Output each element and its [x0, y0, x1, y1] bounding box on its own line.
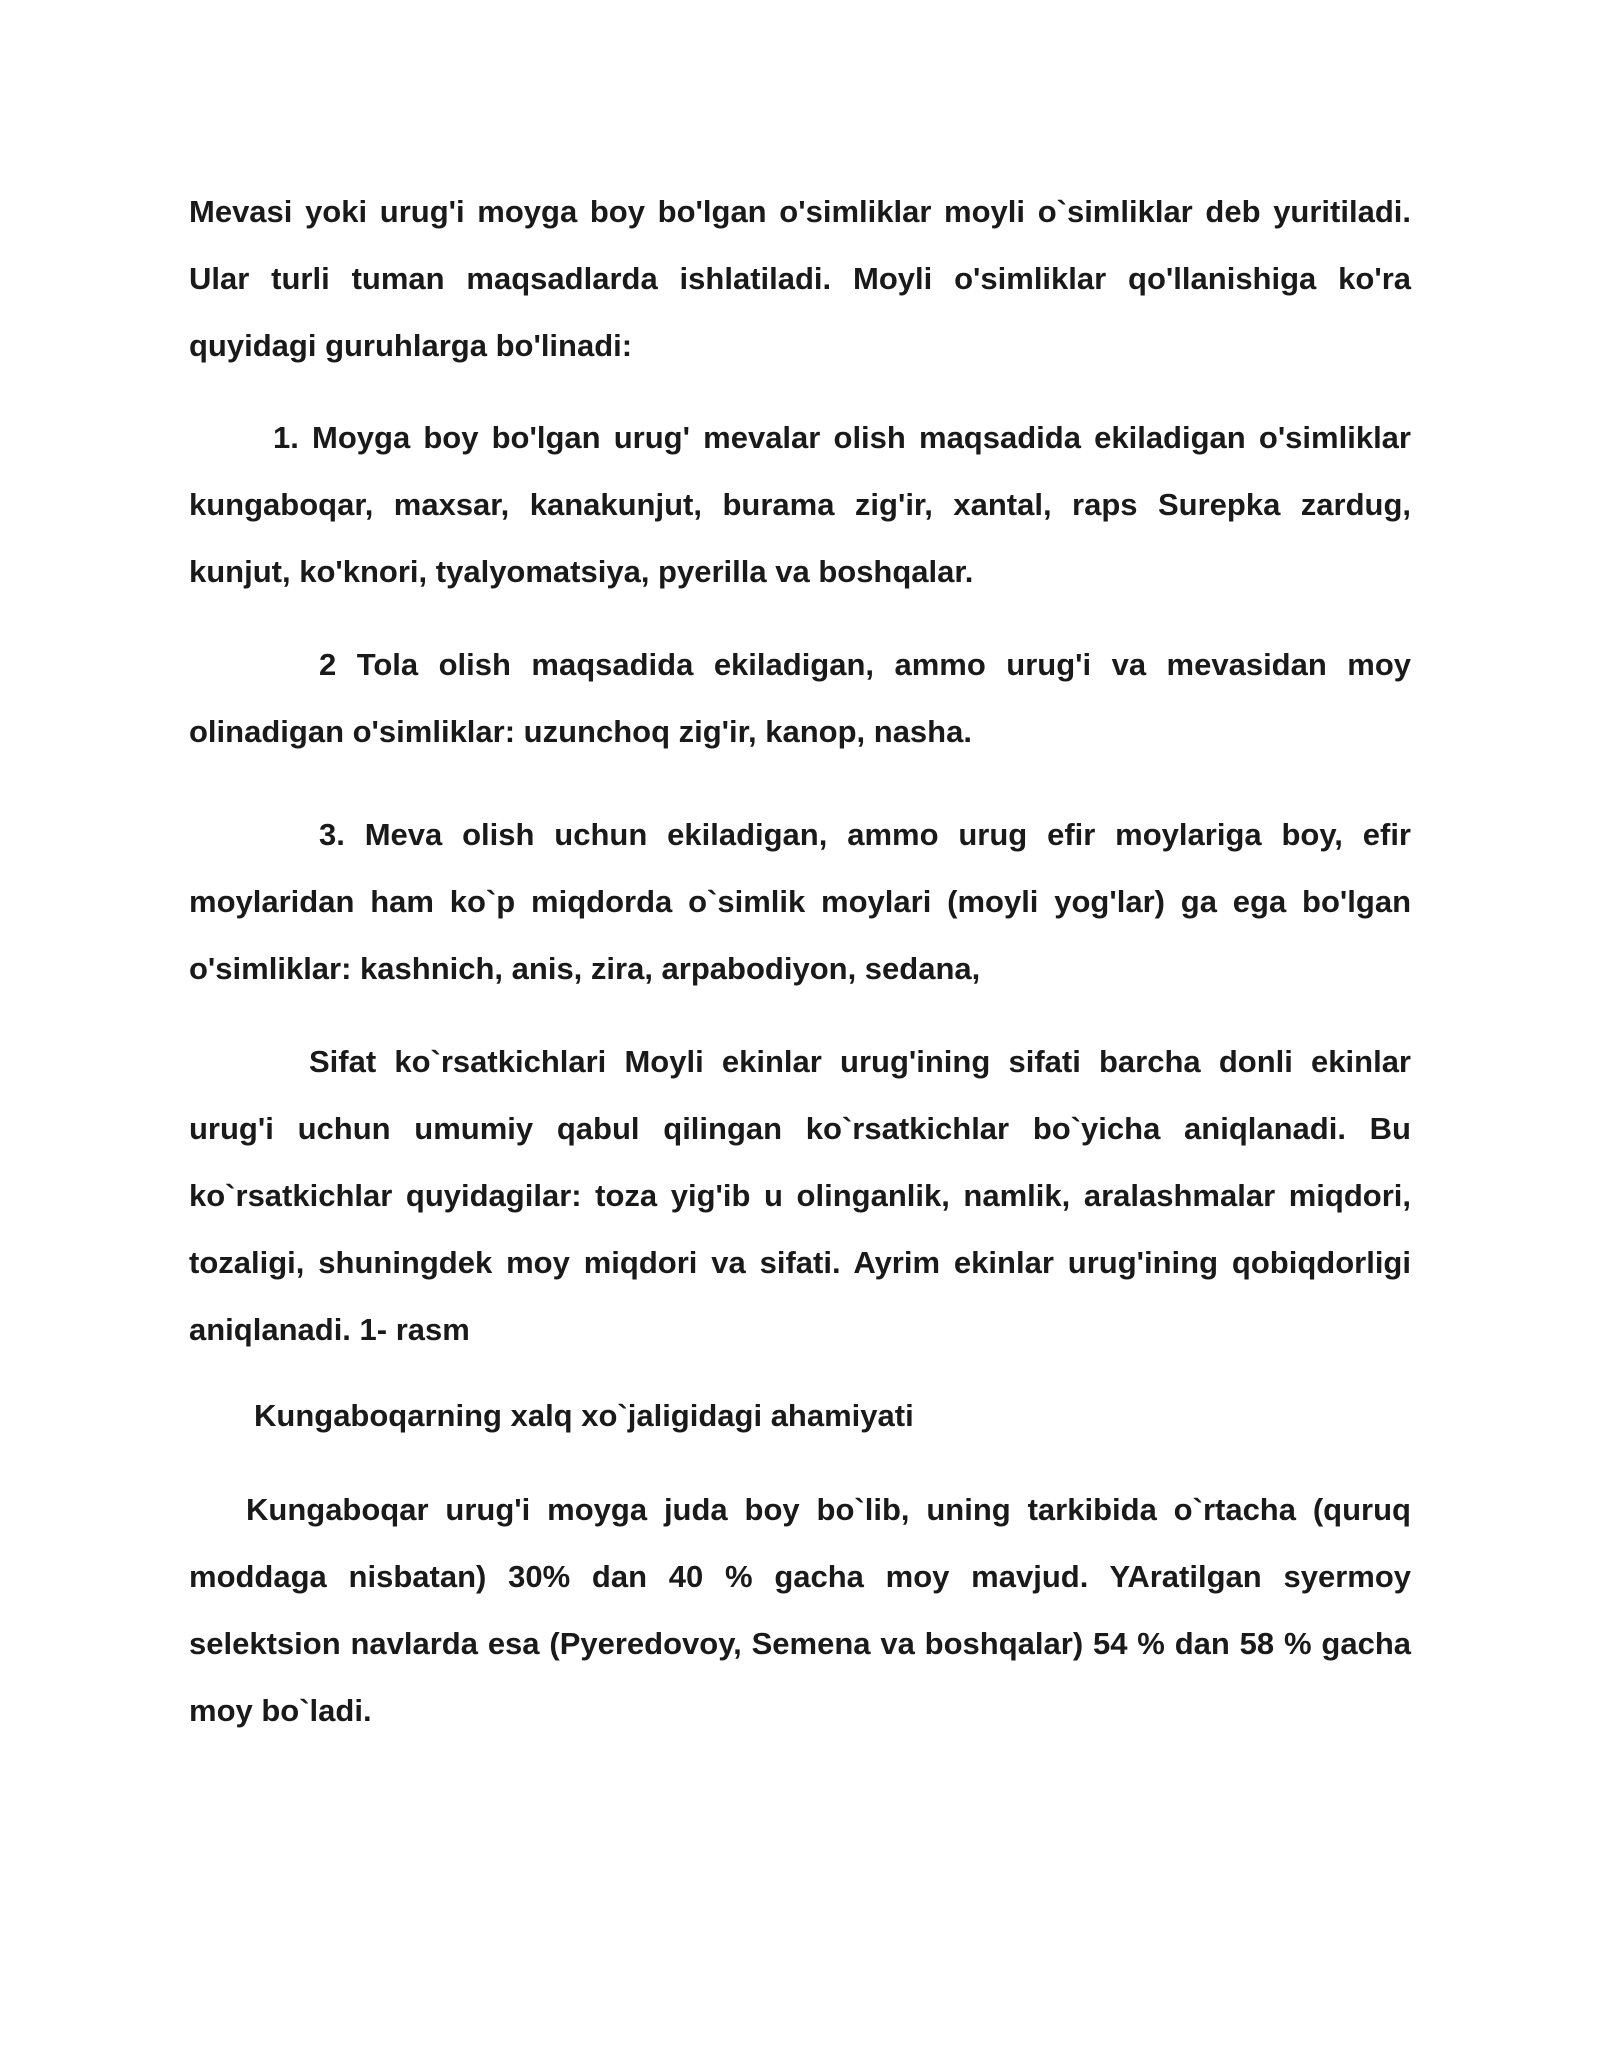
intro-paragraph: Mevasi yoki urug'i moyga boy bo'lgan o'simliklar moyli o`simliklar deb yuritiladi. Ular turli tuman maqsadlarda ishlatiladi. Moyli o'simliklar qo'llanishiga ko'ra quyidagi guruhlarga bo'linadi: — [189, 194, 1411, 363]
sunflower-body-paragraph: Kungaboqar urug'i moyga juda boy bo`lib, uning tarkibida o`rtacha (quruq moddaga nisbatan) 30% dan 40 % gacha moy mavjud. YAratilgan syermoy selektsion navlarda esa (Pyeredovoy, Semena va boshqalar) 54 % dan 58 % gacha moy bo`ladi. — [189, 1492, 1411, 1728]
section-heading: Kungaboqarning xalq xo`jaligidagi ahamiyati — [254, 1398, 914, 1433]
quality-indicators-paragraph: Sifat ko`rsatkichlari Moyli ekinlar urug'ining sifati barcha donli ekinlar urug'i uchun umumiy qabul qilingan ko`rsatkichlar bo`yicha aniqlanadi. Bu ko`rsatkichlar quyidagilar: toza yig'ib u olinganlik, namlik, aralashmalar miqdori, tozaligi, shuningdek moy miqdori va sifati. Ayrim ekinlar urug'ining qobiqdorligi aniqlanadi. 1- rasm — [189, 1044, 1411, 1347]
list-item-1-paragraph: 1. Moyga boy bo'lgan urug' mevalar olish maqsadida ekiladigan o'simliklar kungaboqar, maxsar, kanakunjut, burama zig'ir, xantal, raps Surepka zardug, kunjut, ko'knori, tyalyomatsiya, pyerilla va boshqalar. — [189, 420, 1411, 589]
list-item-3-paragraph: 3. Meva olish uchun ekiladigan, ammo urug efir moylariga boy, efir moylaridan ham ko`p miqdorda o`simlik moylari (moyli yog'lar) ga ega bo'lgan o'simliklar: kashnich, anis, zira, arpabodiyon, sedana, — [189, 817, 1411, 986]
list-item-2-paragraph: 2 Tola olish maqsadida ekiladigan, ammo urug'i va mevasidan moy olinadigan o'simliklar: uzunchoq zig'ir, kanop, nasha. — [189, 647, 1411, 749]
